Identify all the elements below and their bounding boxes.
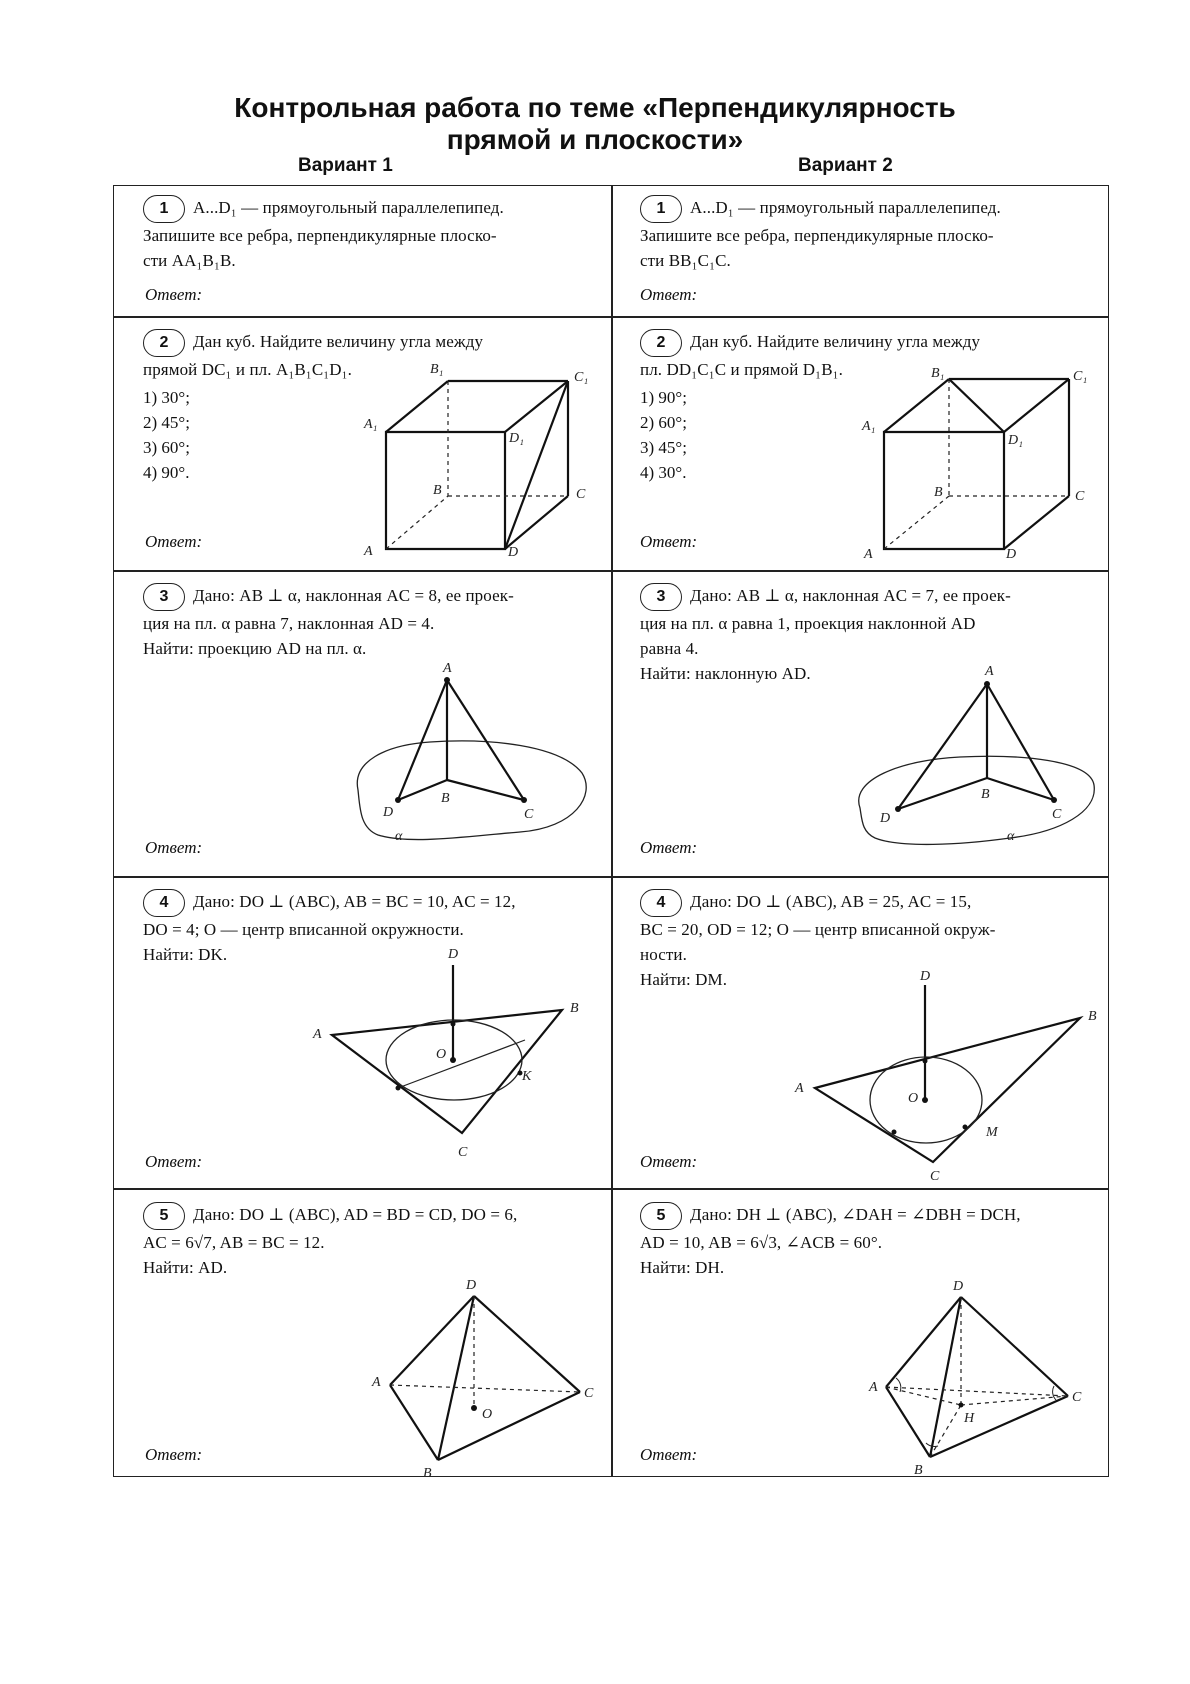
v2-problem-1: 1 A...D₁ — прямоугольный параллелепипед. Запишите все ребра, перпендикулярные плоско- сти BB₁C₁C.: [640, 195, 1001, 273]
label-A: A: [864, 547, 873, 562]
label-D: D: [508, 545, 519, 560]
label-D: D: [448, 947, 459, 962]
label-C: C: [524, 807, 534, 822]
label-alpha: α: [1007, 829, 1015, 844]
label-M: M: [986, 1125, 998, 1140]
problem-number: 4: [143, 889, 185, 917]
title-line-1: Контрольная работа по теме «Перпендикулярность: [234, 92, 956, 123]
label-A: A: [985, 664, 994, 679]
label-A: A: [443, 661, 452, 676]
v2-problem-2: 2 Дан куб. Найдите величину угла между пл. DD₁C₁C и прямой D₁B₁.: [640, 329, 980, 382]
label-C: C: [930, 1169, 940, 1184]
label-B: B: [1088, 1009, 1097, 1024]
variant-1-header: Вариант 1: [298, 155, 393, 176]
label-C: C: [458, 1145, 468, 1160]
problem-number: 2: [143, 329, 185, 357]
label-O: O: [908, 1091, 919, 1106]
label-A: A: [372, 1375, 381, 1390]
label-O: O: [436, 1047, 447, 1062]
answer-label: Ответ:: [640, 838, 698, 857]
label-D: D: [953, 1279, 964, 1294]
label-B: B: [934, 485, 943, 500]
label-C: C: [1075, 489, 1085, 504]
problem-number: 3: [143, 583, 185, 611]
label-C: C: [1072, 1390, 1082, 1405]
label-D1: D₁: [1008, 433, 1023, 448]
problem-number: 4: [640, 889, 682, 917]
label-B1: B₁: [931, 366, 945, 381]
title-line-2: прямой и плоскости»: [446, 124, 744, 155]
label-C: C: [1052, 807, 1062, 822]
answer-label: Ответ:: [640, 1445, 698, 1464]
problem-number: 5: [143, 1202, 185, 1230]
label-K: K: [522, 1069, 532, 1084]
label-D: D: [383, 805, 394, 820]
answer-label: Ответ:: [145, 285, 203, 304]
label-D: D: [466, 1278, 477, 1293]
label-O: O: [482, 1407, 493, 1422]
label-alpha: α: [395, 829, 403, 844]
label-B: B: [423, 1466, 432, 1481]
problem-number: 1: [640, 195, 682, 223]
label-D: D: [1006, 547, 1017, 562]
v2-problem-4: 4 Дано: DO ⊥ (ABC), AB = 25, AC = 15, BC = 20, OD = 12; O — центр вписанной окруж- ности. Найти: DM.: [640, 889, 995, 992]
problem-number: 1: [143, 195, 185, 223]
problem-number: 5: [640, 1202, 682, 1230]
v1-problem-5: 5 Дано: DO ⊥ (ABC), AD = BD = CD, DO = 6, AC = 6√7, AB = BC = 12. Найти: AD.: [143, 1202, 517, 1280]
label-A: A: [869, 1380, 878, 1395]
answer-label: Ответ:: [145, 1445, 203, 1464]
label-B: B: [433, 483, 442, 498]
label-A1: A₁: [364, 417, 378, 432]
label-A: A: [364, 544, 373, 559]
v1-problem-3: 3 Дано: AB ⊥ α, наклонная AC = 8, ее проек- ция на пл. α равна 7, наклонная AD = 4. Найти: проекцию AD на пл. α.: [143, 583, 514, 661]
answer-label: Ответ:: [640, 532, 698, 551]
label-B1: B₁: [430, 362, 444, 377]
v2-problem-5: 5 Дано: DH ⊥ (ABC), ∠DAH = ∠DBH = DCH, AD = 10, AB = 6√3, ∠ACB = 60°. Найти: DH.: [640, 1202, 1021, 1280]
label-C1: C₁: [574, 370, 589, 385]
label-C1: C₁: [1073, 369, 1088, 384]
problem-number: 2: [640, 329, 682, 357]
v1-problem-1: 1 A...D₁ — прямоугольный параллелепипед. Запишите все ребра, перпендикулярные плоско- сти AA₁B₁B.: [143, 195, 504, 273]
label-A: A: [795, 1081, 804, 1096]
v1-problem-2: 2 Дан куб. Найдите величину угла между прямой DC₁ и пл. A₁B₁C₁D₁.: [143, 329, 483, 382]
label-H: H: [964, 1411, 975, 1426]
label-D: D: [920, 969, 931, 984]
label-D1: D₁: [509, 431, 524, 446]
answer-label: Ответ:: [640, 1152, 698, 1171]
problem-number: 3: [640, 583, 682, 611]
v1-problem-4: 4 Дано: DO ⊥ (ABC), AB = BC = 10, AC = 12, DO = 4; O — центр вписанной окружности. Найти: DK.: [143, 889, 516, 967]
label-C: C: [584, 1386, 594, 1401]
answer-label: Ответ:: [640, 285, 698, 304]
v1-options: 1) 30°; 2) 45°; 3) 60°; 4) 90°.: [143, 388, 190, 482]
label-B: B: [981, 787, 990, 802]
label-C: C: [576, 487, 586, 502]
label-B: B: [441, 791, 450, 806]
answer-label: Ответ:: [145, 532, 203, 551]
label-A: A: [313, 1027, 322, 1042]
variant-2-header: Вариант 2: [798, 155, 893, 176]
label-A1: A₁: [862, 419, 876, 434]
label-B: B: [570, 1001, 579, 1016]
answer-label: Ответ:: [145, 838, 203, 857]
v2-options: 1) 90°; 2) 60°; 3) 45°; 4) 30°.: [640, 388, 687, 482]
label-B: B: [914, 1463, 923, 1478]
label-D: D: [880, 811, 891, 826]
answer-label: Ответ:: [145, 1152, 203, 1171]
v2-problem-3: 3 Дано: AB ⊥ α, наклонная AC = 7, ее проек- ция на пл. α равна 1, проекция наклонной AD равна 4. Найти: наклонную AD.: [640, 583, 1011, 686]
